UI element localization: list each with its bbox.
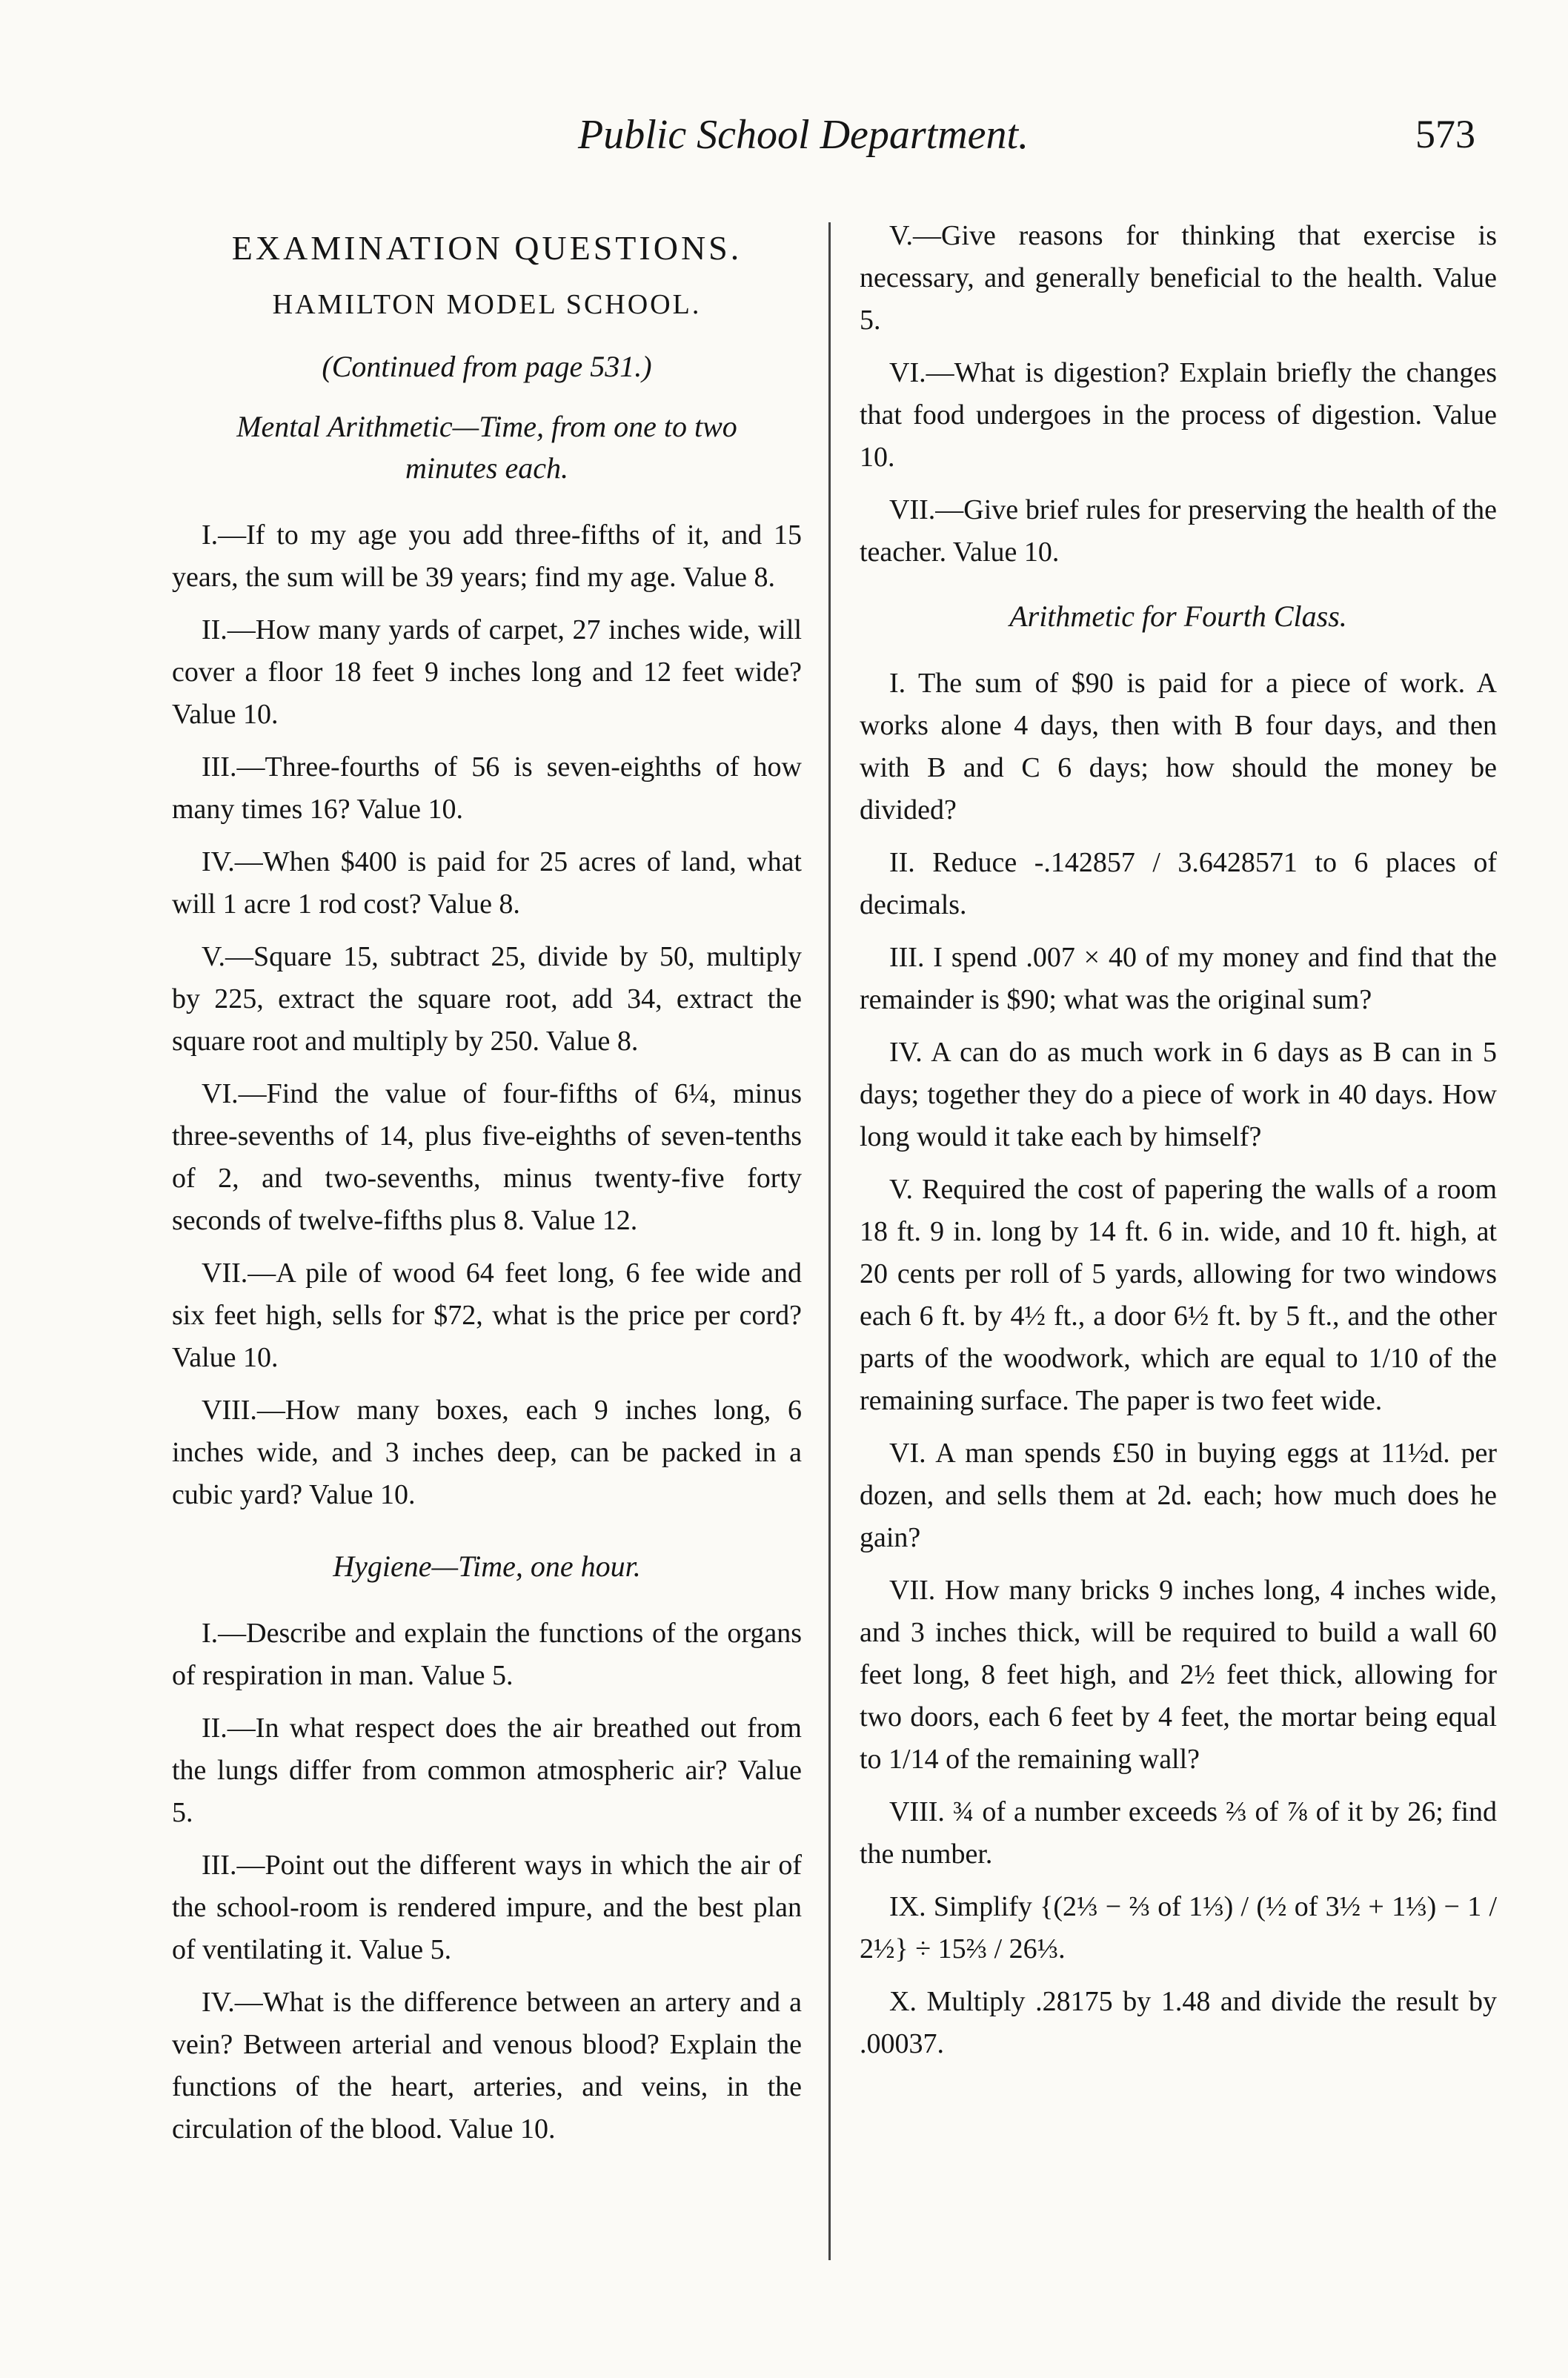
question: IV.—What is the difference between an artery and a vein? Between arterial and venous blood? Explain the functions of the heart, arteries, and veins, in the circulation of the blood. Value 10. xyxy=(172,1987,802,2145)
question: VII. How many bricks 9 inches long, 4 inches wide, and 3 inches thick, will be required to build a wall 60 feet long, 8 feet high, and 2½ feet thick, allowing for two doors, each 6 feet by 4 feet, the mortar being equal to 1/14 of the remaining wall? xyxy=(860,1575,1497,1775)
question: III.—Three-fourths of 56 is seven-eighths of how many times 16? Value 10. xyxy=(172,751,802,825)
question: III. I spend .007 × 40 of my money and find that the remainder is $90; what was the original sum? xyxy=(860,942,1497,1015)
question: I.—Describe and explain the functions of the organs of respiration in man. Value 5. xyxy=(172,1618,802,1691)
school-heading: HAMILTON MODEL SCHOOL. xyxy=(272,289,702,320)
question: VII.—Give brief rules for preserving the health of the teacher. Value 10. xyxy=(860,494,1497,568)
exam-heading: EXAMINATION QUESTIONS. xyxy=(231,229,743,267)
page-number: 573 xyxy=(1415,112,1475,156)
question: III.—Point out the different ways in which the air of the school-room is rendered impure, and the best plan of ventilating it. Value 5. xyxy=(172,1850,802,1965)
column-divider xyxy=(828,222,831,2260)
question: II.—In what respect does the air breathed out from the lungs differ from common atmospheric air? Value 5. xyxy=(172,1713,802,1828)
mental-arithmetic-title: Mental Arithmetic—Time, from one to two minutes each. xyxy=(236,410,737,485)
question: X. Multiply .28175 by 1.48 and divide the result by .00037. xyxy=(860,1986,1497,2059)
question: VI.—What is digestion? Explain briefly the changes that food undergoes in the process of digestion. Value 10. xyxy=(860,357,1497,473)
question: IV.—When $400 is paid for 25 acres of land, what will 1 acre 1 rod cost? Value 8. xyxy=(172,846,802,920)
hygiene-title: Hygiene—Time, one hour. xyxy=(333,1550,641,1583)
arithmetic-title: Arithmetic for Fourth Class. xyxy=(1009,600,1347,633)
question: I. The sum of $90 is paid for a piece of work. A works alone 4 days, then with B four days, and then with B and C 6 days; how should the money be divided? xyxy=(860,668,1497,826)
right-column xyxy=(860,207,1497,2076)
running-head xyxy=(0,111,1568,178)
continued-note: (Continued from page 531.) xyxy=(322,350,652,383)
question: V.—Give reasons for thinking that exercise is necessary, and generally beneficial to the health. Value 5. xyxy=(860,220,1497,336)
question: VI. A man spends £50 in buying eggs at 11½d. per dozen, and sells them at 2d. each; how much does he gain? xyxy=(860,1438,1497,1553)
question: IV. A can do as much work in 6 days as B can in 5 days; together they do a piece of work in 40 days. How long would it take each by himself? xyxy=(860,1037,1497,1152)
left-column xyxy=(172,207,802,2161)
question: I.—If to my age you add three-fifths of it, and 15 years, the sum will be 39 years; find my age. Value 8. xyxy=(172,519,802,593)
question: II. Reduce -.142857 / 3.6428571 to 6 places of decimals. xyxy=(860,847,1497,920)
question: II.—How many yards of carpet, 27 inches wide, will cover a floor 18 feet 9 inches long and 12 feet wide? Value 10. xyxy=(172,614,802,730)
question: VIII.—How many boxes, each 9 inches long, 6 inches wide, and 3 inches deep, can be packed in a cubic yard? Value 10. xyxy=(172,1395,802,1510)
question: VII.—A pile of wood 64 feet long, 6 fee wide and six feet high, sells for $72, what is the price per cord? Value 10. xyxy=(172,1258,802,1373)
question: IX. Simplify {(2⅓ − ⅔ of 1⅓) / (½ of 3½ + 1⅓) − 1 / 2½} ÷ 15⅔ / 26⅓. xyxy=(860,1891,1497,1964)
question: VI.—Find the value of four-fifths of 6¼, minus three-sevenths of 14, plus five-eighths of seven-tenths of 2, and two-sevenths, minus twenty-five forty seconds of twelve-fifths plus 8. Value 12. xyxy=(172,1078,802,1236)
question: VIII. ¾ of a number exceeds ⅔ of ⅞ of it by 26; find the number. xyxy=(860,1796,1497,1870)
question: V. Required the cost of papering the walls of a room 18 ft. 9 in. long by 14 ft. 6 in. wide, and 10 ft. high, at 20 cents per roll of 5 yards, allowing for two windows each 6 ft. by 4½ ft., a door 6½ ft. by 5 ft., and the other parts of the woodwork, which are equal to 1/10 of the remaining surface. The paper is two feet wide. xyxy=(860,1174,1497,1416)
question: V.—Square 15, subtract 25, divide by 50, multiply by 225, extract the square root, add 34, extract the square root and multiply by 250. Value 8. xyxy=(172,941,802,1057)
running-title: Public School Department. xyxy=(578,112,1029,158)
